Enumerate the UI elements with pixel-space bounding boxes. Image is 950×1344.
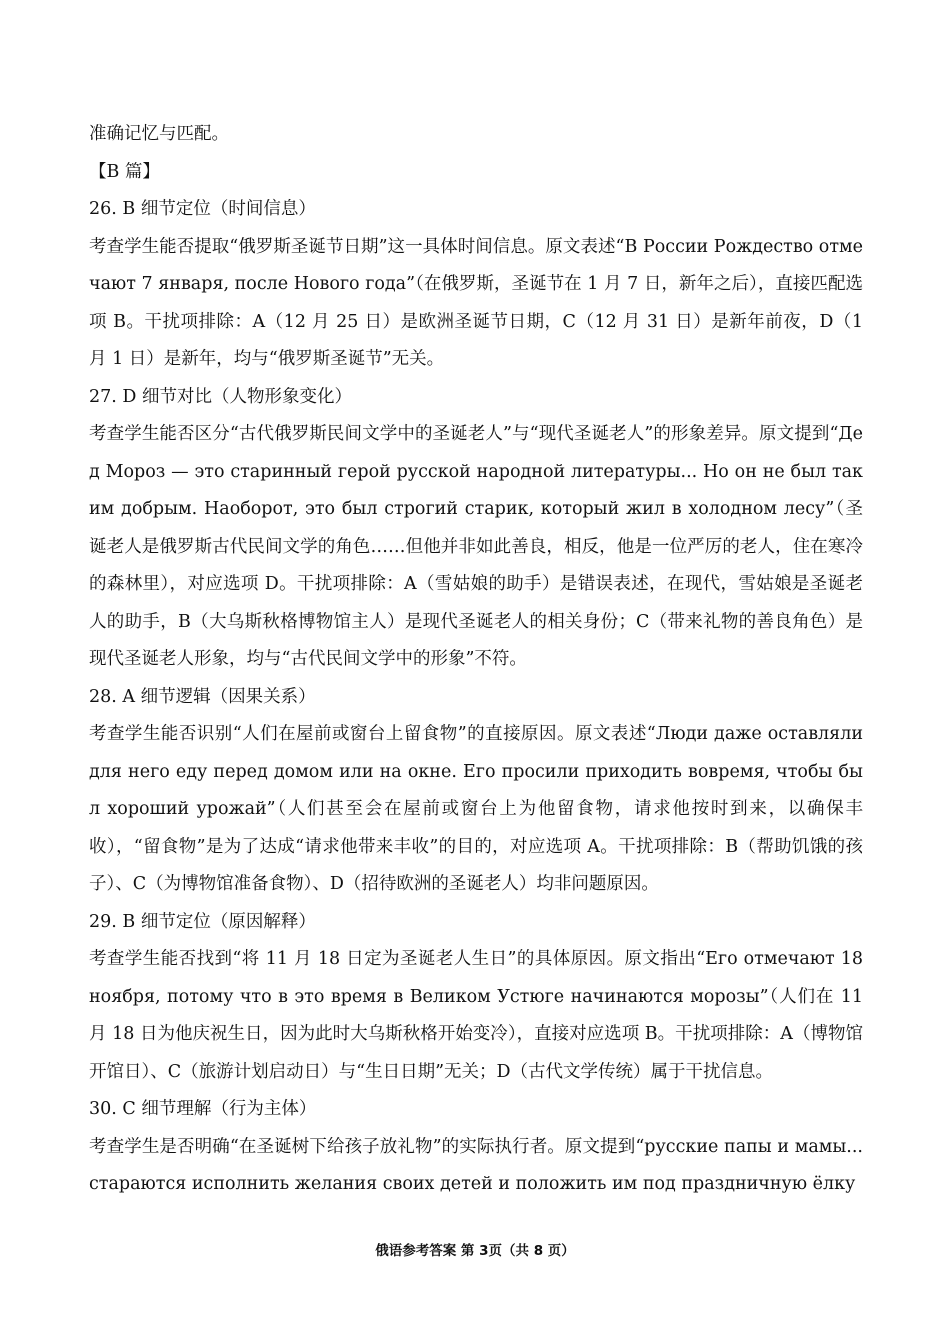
question-28-heading: 28. A 细节逻辑（因果关系） (89, 686, 316, 707)
question-29-heading: 29. B 细节定位（原因解释） (89, 911, 316, 932)
section-heading: 【B 篇】 (89, 161, 160, 182)
page-footer: 俄语参考答案 第 3页（共 8 页） (375, 1243, 575, 1259)
intro-line: 准确记忆与匹配。 (89, 124, 229, 144)
question-30-heading: 30. C 细节理解（行为主体） (89, 1099, 317, 1119)
question-27-heading: 27. D 细节对比（人物形象变化） (89, 386, 352, 407)
question-26-heading: 26. B 细节定位（时间信息） (89, 199, 316, 219)
question-26-explanation: 考查学生能否提取“俄罗斯圣诞节日期”这一具体时间信息。原文表述“В России Рождество отмечают 7 января, после Нового года”（在俄罗斯，圣诞节在 1 月 7 日，新年之后），直接匹配选项 B。干扰项排除：A（12 月 25 日）是欧洲圣诞节日期，C（12 月 31 日）是新年前夜，D（1 月 1 日）是新年，均与“俄罗斯圣诞节”无关。 (89, 236, 863, 369)
answer-content (89, 116, 863, 1204)
question-29-explanation: 考查学生能否找到“将 11 月 18 日定为圣诞老人生日”的具体原因。原文指出“Его отмечают 18 ноября, потому что в это время в Великом Устюге начинаются морозы”（人们在 11 月 18 日为他庆祝生日，因为此时大乌斯秋格开始变冷），直接对应选项 B。干扰项排除：A（博物馆开馆日）、C（旅游计划启动日）与“生日日期”无关；D（古代文学传统）属于干扰信息。 (89, 949, 863, 1082)
question-28-explanation: 考查学生能否识别“人们在屋前或窗台上留食物”的直接原因。原文表述“Люди даже оставляли для него еду перед домом или на окне. Его просили приходить вовремя, чтобы был хороший урожай”（人们甚至会在屋前或窗台上为他留食物，请求他按时到来，以确保丰收），“留食物”是为了达成“请求他带来丰收”的目的，对应选项 A。干扰项排除：B（帮助饥饿的孩子）、C（为博物馆准备食物）、D（招待欧洲的圣诞老人）均非问题原因。 (89, 724, 863, 894)
question-30-explanation: 考查学生是否明确“在圣诞树下给孩子放礼物”的实际执行者。原文提到“русские папы и мамы... стараются исполнить желания своих детей и положить им под праздничную ёлку (89, 1136, 863, 1194)
question-27-explanation: 考查学生能否区分“古代俄罗斯民间文学中的圣诞老人”与“现代圣诞老人”的形象差异。原文提到“Дед Мороз — это старинный герой русской народной литературы... Но он не был таким добрым. Наоборот, это был строгий старик, который жил в холодном лесу”（圣诞老人是俄罗斯古代民间文学的角色……但他并非如此善良，相反，他是一位严厉的老人，住在寒冷的森林里），对应选项 D。干扰项排除：A（雪姑娘的助手）是错误表述，在现代，雪姑娘是圣诞老人的助手，B（大乌斯秋格博物馆主人）是现代圣诞老人的相关身份；C（带来礼物的善良角色）是现代圣诞老人形象，均与“古代民间文学中的形象”不符。 (89, 424, 863, 669)
